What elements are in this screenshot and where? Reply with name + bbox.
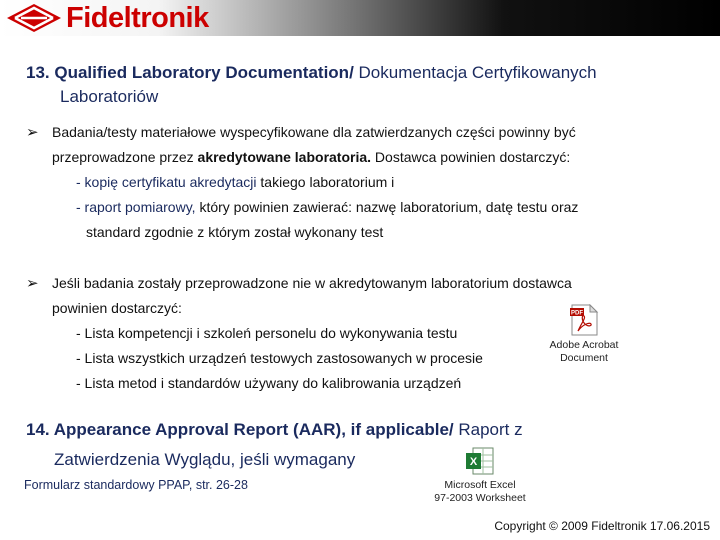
- section-14-title: 14. Appearance Approval Report (AAR), if applicable/ Raport z Zatwierdzenia Wyglądu, jeśli wymagany: [26, 420, 523, 469]
- arrow-bullet-icon: ➢: [26, 275, 39, 292]
- svg-text:X: X: [469, 456, 478, 468]
- section-13-title: 13. Qualified Laboratory Documentation/ Dokumentacja Certyfikowanych Laboratoriów: [26, 63, 597, 106]
- svg-text:PDF: PDF: [571, 310, 583, 317]
- ppap-form-note: Formularz standardowy PPAP, str. 26-28: [24, 478, 248, 492]
- pdf-attachment[interactable]: PDF Adobe Acrobat Document: [540, 304, 628, 365]
- header-bar: [0, 0, 720, 36]
- pdf-document-icon: [569, 304, 599, 336]
- copyright-footer: Copyright © 2009 Fideltronik 17.06.2015: [494, 519, 710, 533]
- fideltronik-logo-icon: [6, 3, 62, 33]
- company-logo-text: Fideltronik: [66, 2, 209, 34]
- excel-attachment[interactable]: X Microsoft Excel 97-2003 Worksheet: [428, 446, 532, 505]
- arrow-bullet-icon: ➢: [26, 124, 39, 141]
- excel-worksheet-icon: [465, 446, 495, 476]
